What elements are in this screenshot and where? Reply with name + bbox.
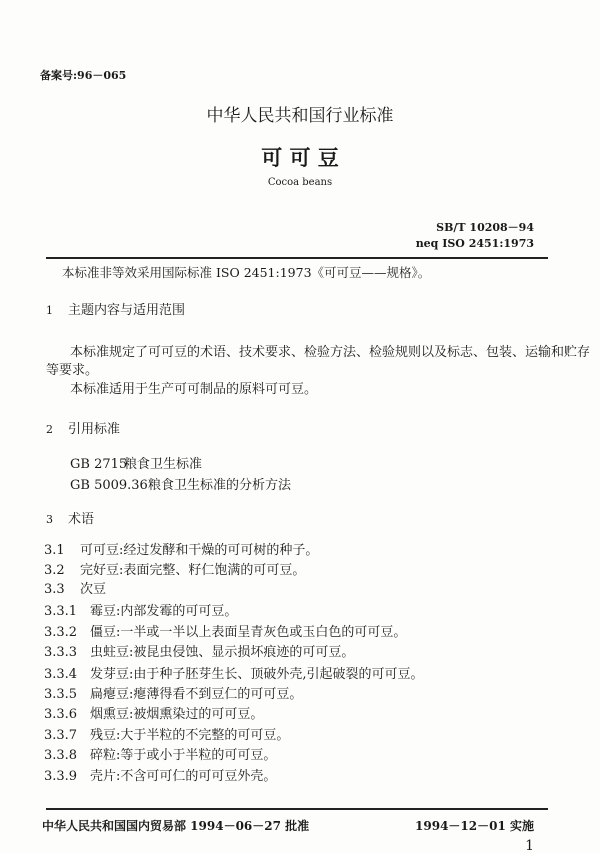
term-text: 可可豆:经过发酵和干燥的可可树的种子。 [80,543,319,558]
term-item [44,543,318,559]
ref-code: GB 2715 [70,457,128,472]
term-item [44,625,406,641]
standard-code: SB/T 10208－94 [436,221,534,234]
term-number: 3.3.2 [44,625,78,640]
equivalence: neq ISO 2451:1973 [415,237,534,250]
term-number: 3.3.7 [44,728,78,743]
effective-date: 1994－12－01 实施 [415,819,534,833]
term-text: 次豆 [80,582,107,597]
term-item [44,645,354,661]
section-number: 3 [46,513,53,526]
intro-text: 本标准非等效采用国际标准 ISO 2451:1973《可可豆——规格》。 [62,265,431,280]
term-item [44,563,305,579]
term-number: 3.3.8 [44,748,78,763]
term-text: 僵豆:一半或一半以上表面呈青灰色或玉白色的可可豆。 [90,625,407,640]
term-number: 3.3.1 [44,604,78,619]
term-item [44,687,302,703]
term-item [44,604,237,620]
paragraph: 本标准适用于生产可可制品的原料可可豆。 [70,382,318,397]
section-title: 主题内容与适用范围 [68,303,186,318]
reference-item [70,478,291,494]
standard-type: 中华人民共和国行业标准 [206,106,394,126]
term-number: 3.3 [44,582,65,597]
section-title: 术语 [68,512,95,527]
term-item [44,769,276,785]
term-number: 3.3.9 [44,769,78,784]
term-item [44,748,276,764]
term-text: 残豆:大于半粒的不完整的可可豆。 [90,728,290,743]
term-number: 3.1 [44,543,65,558]
page-number: 1 [525,838,534,854]
section-title: 引用标准 [68,422,121,437]
term-text: 壳片:不含可可仁的可可豆外壳。 [90,769,277,784]
english-title: Cocoa beans [267,177,333,188]
paragraph: 本标准规定了可可豆的术语、技术要求、检验方法、检验规则以及标志、包装、运输和贮存 [70,345,591,360]
ref-name: 粮食卫生标准 [124,457,203,472]
term-number: 3.3.6 [44,707,78,722]
term-text: 发芽豆:由于种子胚芽生长、顶破外壳,引起破裂的可可豆。 [90,667,424,682]
section-1-heading [46,303,185,319]
section-number: 2 [46,423,53,436]
term-item [44,707,263,723]
ref-code: GB 5009.36 [70,478,148,493]
term-number: 3.3.4 [44,667,78,682]
section-3-heading [46,512,94,528]
approval-info: 中华人民共和国国内贸易部 1994－06－27 批准 [42,819,310,833]
term-number: 3.3.5 [44,687,78,702]
term-text: 霉豆:内部发霉的可可豆。 [90,604,238,619]
ref-name: 粮食卫生标准的分析方法 [148,478,292,493]
term-text: 碎粒:等于或小于半粒的可可豆。 [90,748,277,763]
term-text: 虫蛀豆:被昆虫侵蚀、显示损坏痕迹的可可豆。 [90,645,355,660]
term-item [44,728,289,744]
section-number: 1 [46,304,53,317]
header-rule [46,257,548,259]
term-text: 完好豆:表面完整、籽仁饱满的可可豆。 [80,563,306,578]
footer-rule [46,808,548,810]
term-number: 3.3.3 [44,645,78,660]
page-title: 可 可 豆 [261,145,339,170]
term-number: 3.2 [44,563,65,578]
term-text: 烟熏豆:被烟熏染过的可可豆。 [90,707,264,722]
reference-item [70,457,202,473]
section-2-heading [46,422,120,438]
record-number: 备案号:96－065 [40,69,127,82]
term-item [44,582,106,598]
paragraph: 等要求。 [46,363,99,378]
term-text: 扁瘪豆:瘪薄得看不到豆仁的可可豆。 [90,687,303,702]
term-item [44,667,424,683]
